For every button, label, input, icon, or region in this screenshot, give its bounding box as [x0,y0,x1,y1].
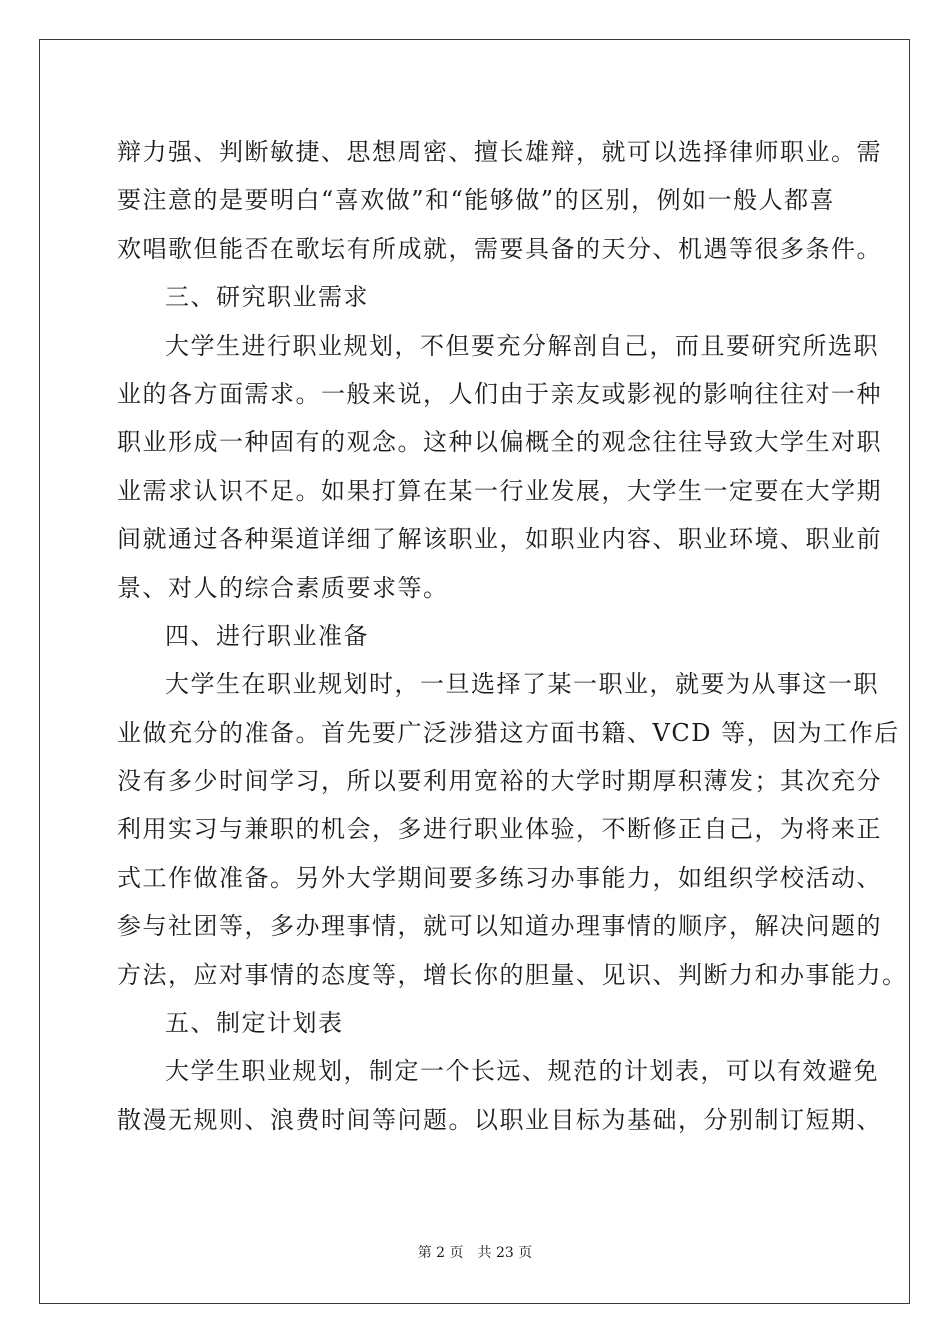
document-body [117,128,908,1144]
text-line: 大学生进行职业规划，不但要充分解剖自己，而且要研究所选职 [165,331,879,360]
text-line: 大学生职业规划，制定一个长远、规范的计划表，可以有效避免 [165,1057,879,1086]
text-line: 参与社团等，多办理事情，就可以知道办理事情的顺序，解决问题的 [117,912,882,941]
text-line: 间就通过各种渠道详细了解该职业，如职业内容、职业环境、职业前 [117,525,882,554]
page-total: 共 23 页 [477,1245,533,1261]
text-line: 业做充分的准备。首先要广泛涉猎这方面书籍、VCD 等，因为工作后 [117,718,900,747]
text-line: 职业形成一种固有的观念。这种以偏概全的观念往往导致大学生对职 [117,428,882,457]
text-line: 利用实习与兼职的机会，多进行职业体验，不断修正自己，为将来正 [117,815,882,844]
text-line: 要注意的是要明白“喜欢做”和“能够做”的区别，例如一般人都喜 [117,186,836,215]
text-line: 业需求认识不足。如果打算在某一行业发展，大学生一定要在大学期 [117,476,882,505]
text-line: 散漫无规则、浪费时间等问题。以职业目标为基础，分别制订短期、 [117,1105,882,1134]
page-footer [0,1243,950,1263]
text-line: 方法，应对事情的态度等，增长你的胆量、见识、判断力和办事能力。 [117,960,908,989]
text-line: 业的各方面需求。一般来说，人们由于亲友或影视的影响往往对一种 [117,379,882,408]
text-line: 式工作做准备。另外大学期间要多练习办事能力，如组织学校活动、 [117,863,882,892]
text-line: 没有多少时间学习，所以要利用宽裕的大学时期厚积薄发；其次充分 [117,767,882,796]
section-heading: 五、制定计划表 [165,1009,344,1038]
section-heading: 三、研究职业需求 [165,283,369,312]
page-number: 第 2 页 [417,1245,464,1261]
text-line: 大学生在职业规划时，一旦选择了某一职业，就要为从事这一职 [165,670,879,699]
text-line: 景、对人的综合素质要求等。 [117,573,449,602]
section-heading: 四、进行职业准备 [165,621,369,650]
text-line: 辩力强、判断敏捷、思想周密、擅长雄辩，就可以选择律师职业。需 [117,138,882,166]
text-line: 欢唱歌但能否在歌坛有所成就，需要具备的天分、机遇等很多条件。 [117,234,882,263]
